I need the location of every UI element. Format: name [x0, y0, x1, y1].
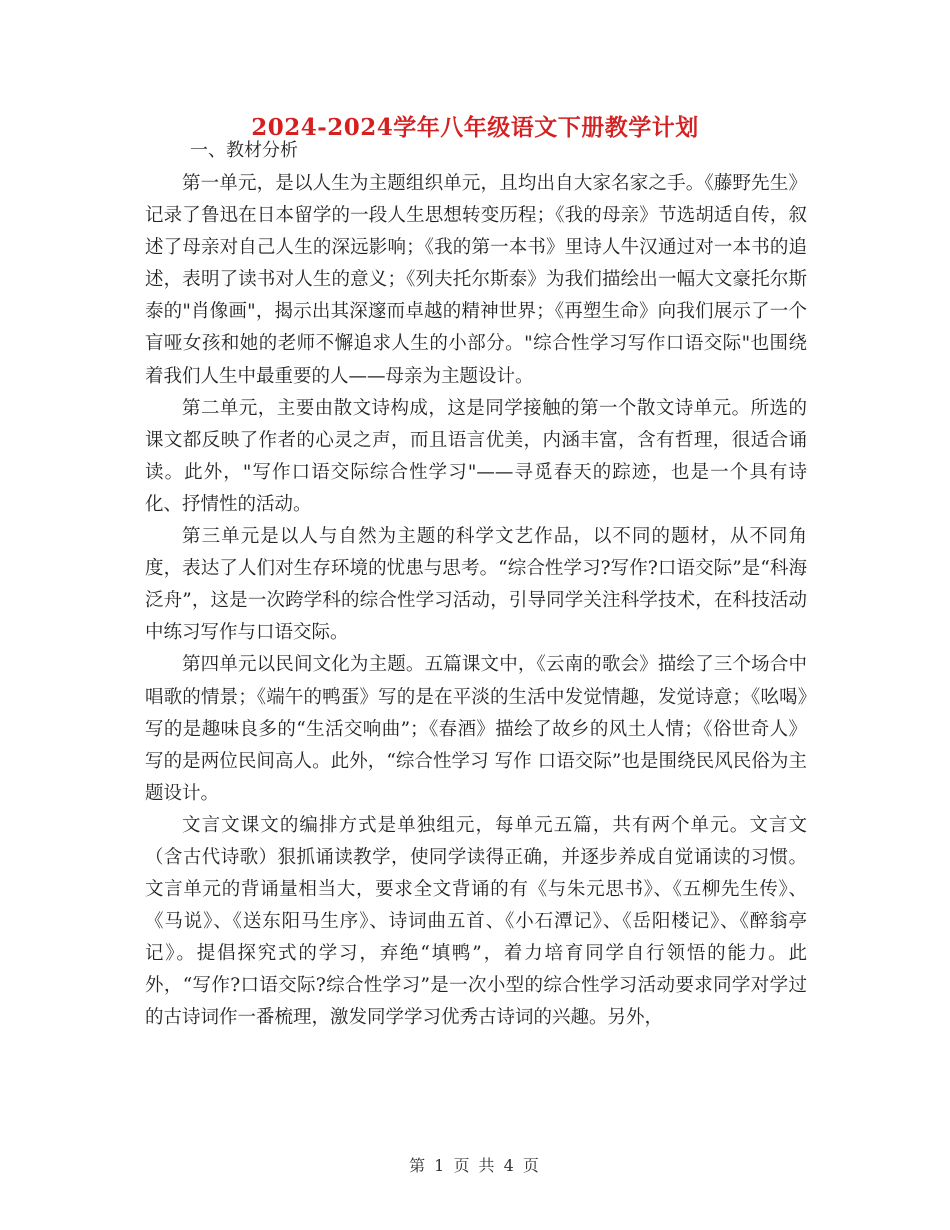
paragraph: 第三单元是以人与自然为主题的科学文艺作品，以不同的题材，从不同角度，表达了人们对生存环境的忧患与思考。“综合性学习?写作?口语交际”是“科海泛舟”，这是一次跨学科的综合性学习活动，引导同学关注科学技术，在科技活动中练习写作与口语交际。 — [145, 526, 807, 644]
document-body — [145, 168, 807, 1035]
paragraph: 第一单元，是以人生为主题组织单元，且均出自大家名家之手。《藤野先生》记录了鲁迅在日本留学的一段人生思想转变历程；《我的母亲》节选胡适自传，叙述了母亲对自己人生的深远影响；《我的第一本书》里诗人牛汉通过对一本书的追述，表明了读书对人生的意义；《列夫托尔斯泰》为我们描绘出一幅大文豪托尔斯泰的"肖像画"，揭示出其深邃而卓越的精神世界；《再塑生命》向我们展示了一个盲哑女孩和她的老师不懈追求人生的小部分。"综合性学习写作口语交际"也围绕着我们人生中最重要的人——母亲为主题设计。 — [145, 173, 807, 387]
paragraph: 第四单元以民间文化为主题。五篇课文中，《云南的歌会》描绘了三个场合中唱歌的情景；《端午的鸭蛋》写的是在平淡的生活中发觉情趣，发觉诗意；《吆喝》写的是趣味良多的“生活交响曲”；《春酒》描绘了故乡的风土人情；《俗世奇人》写的是两位民间高人。此外，“综合性学习 写作 口语交际”也是围绕民风民俗为主题设计。 — [145, 654, 807, 804]
document-title: 2024-2024学年八年级语文下册教学计划 — [251, 114, 699, 141]
page-footer: 第 1 页 共 4 页 — [409, 1156, 541, 1175]
paragraph: 文言文课文的编排方式是单独组元，每单元五篇，共有两个单元。文言文（含古代诗歌）狠抓诵读教学，使同学读得正确，并逐步养成自觉诵读的习惯。文言单元的背诵量相当大，要求全文背诵的有《与朱元思书》、《五柳先生传》、《马说》、《送东阳马生序》、诗词曲五首、《小石潭记》、《岳阳楼记》、《醉翁亭记》。提倡探究式的学习，弃绝“填鸭”，着力培育同学自行领悟的能力。此外，“写作?口语交际?综合性学习”是一次小型的综合性学习活动要求同学对学过的古诗词作一番梳理，激发同学学习优秀古诗词的兴趣。另外， — [145, 814, 807, 1029]
paragraph: 第二单元，主要由散文诗构成，这是同学接触的第一个散文诗单元。所选的课文都反映了作者的心灵之声，而且语言优美，内涵丰富，含有哲理，很适合诵读。此外，"写作口语交际综合性学习"——寻觅春天的踪迹，也是一个具有诗化、抒情性的活动。 — [145, 397, 807, 515]
section-heading: 一、教材分析 — [190, 140, 298, 161]
